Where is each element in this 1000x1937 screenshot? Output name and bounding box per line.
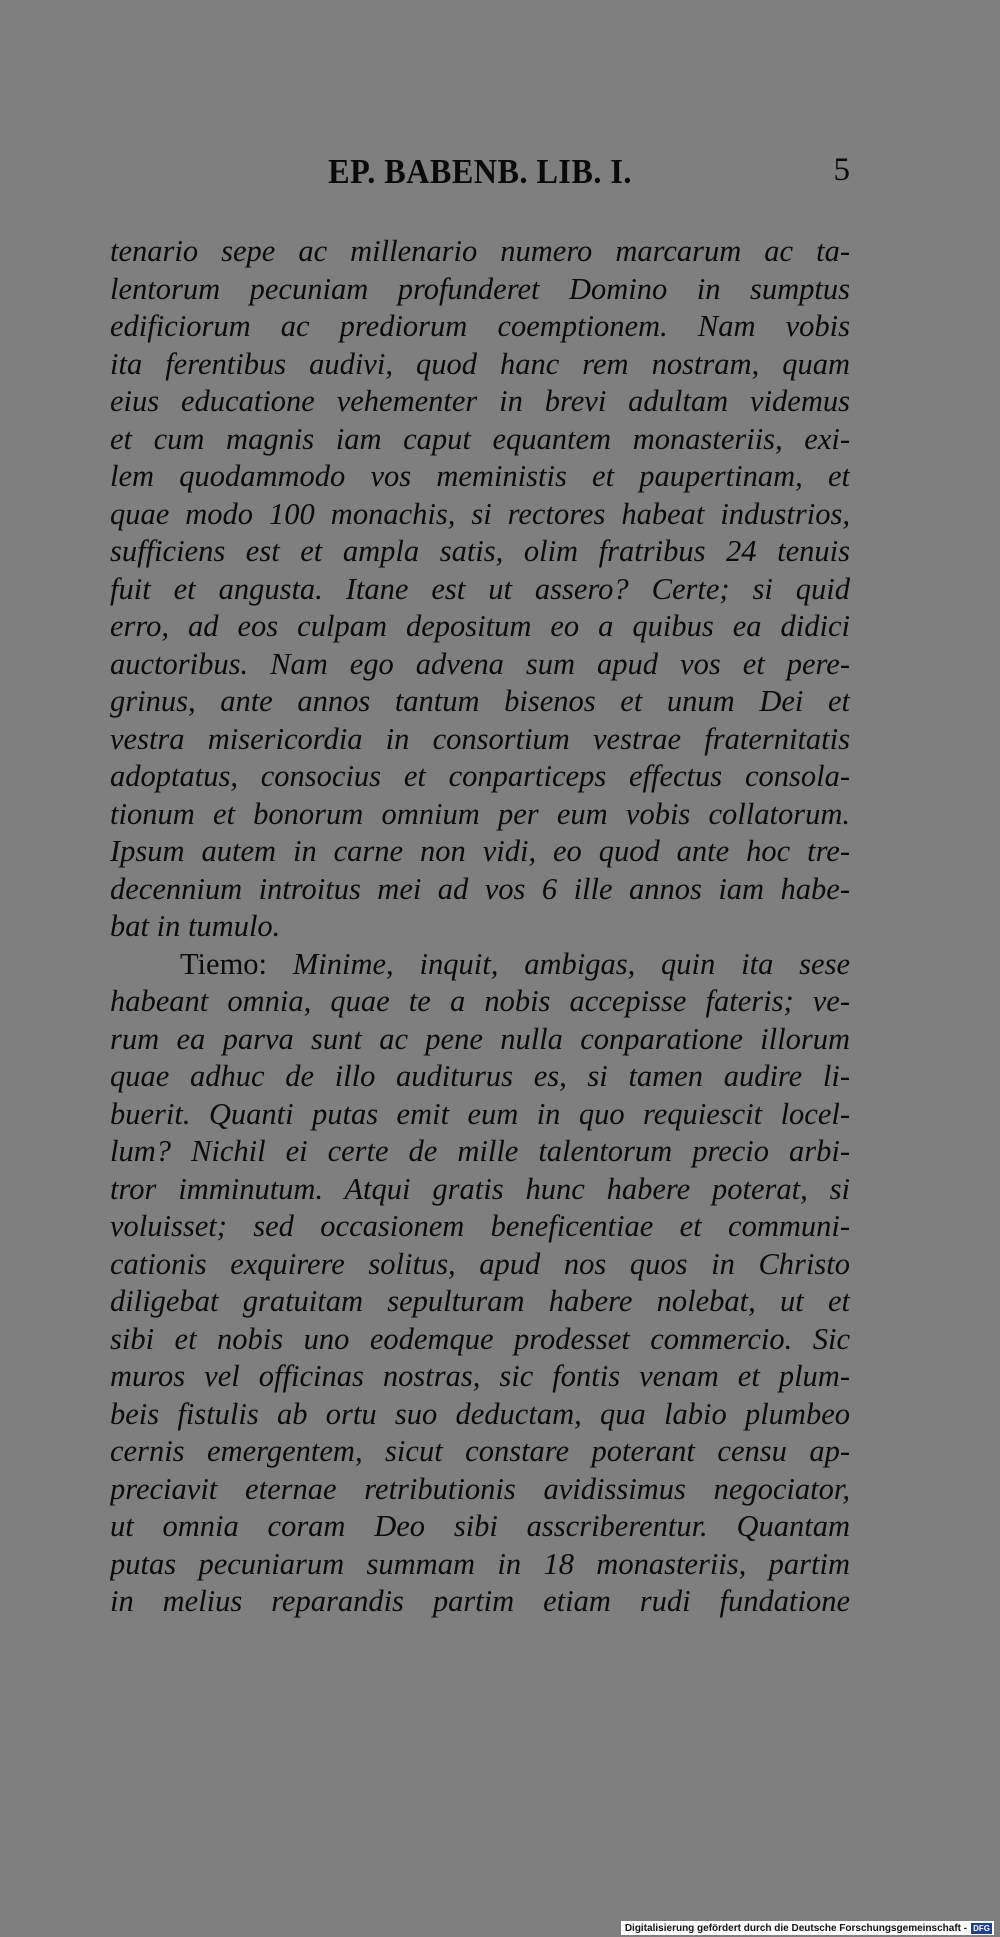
digitization-credit — [621, 1921, 994, 1935]
text-line: tenario sepe ac millenario numero marcarum ac ta- — [110, 234, 850, 268]
text-line: sufficiens est et ampla satis, olim fratribus 24 tenuis — [110, 534, 850, 568]
text-line: lem quodammodo vos meministis et paupertinam, et — [110, 459, 850, 493]
text-line: cationis exquirere solitus, apud nos quos in Christo — [110, 1246, 850, 1281]
text-line: edificiorum ac prediorum coemptionem. Nam vobis — [110, 309, 850, 343]
text-line: diligebat gratuitam sepulturam habere nolebat, ut et — [110, 1284, 850, 1318]
text-line: erro, ad eos culpam depositum eo a quibus ea didici — [110, 609, 850, 643]
running-head: EP. BABENB. LIB. I. — [328, 152, 632, 191]
text-line: fuit et angusta. Itane est ut assero? Certe; si quid — [110, 571, 850, 606]
text-line: grinus, ante annos tantum bisenos et unum Dei et — [110, 684, 850, 718]
text-line: lentorum pecuniam profunderet Domino in sumptus — [110, 271, 850, 306]
text-body — [110, 233, 850, 1621]
dfg-logo: DFG — [973, 1923, 990, 1933]
text-line: bat in tumulo. — [110, 909, 281, 943]
paragraph-start-line — [110, 946, 850, 984]
text-line: sibi et nobis uno eodemque prodesset commercio. Sic — [110, 1321, 850, 1356]
text-line: cernis emergentem, sicut constare poterant censu ap- — [110, 1434, 850, 1468]
text-line: voluisset; sed occasionem beneficentiae et communi- — [110, 1209, 850, 1243]
paragraph-start-text: Minime, inquit, ambigas, quin ita sese — [292, 946, 850, 981]
text-line: et cum magnis iam caput equantem monasteriis, exi- — [110, 421, 850, 456]
text-line: preciavit eternae retributionis avidissimus negociator, — [110, 1471, 850, 1506]
page-header — [110, 152, 850, 196]
text-line: rum ea parva sunt ac pene nulla conparatione illorum — [110, 1021, 850, 1056]
text-line: quae adhuc de illo auditurus es, si tamen audire li- — [110, 1059, 850, 1093]
text-line: beis fistulis ab ortu suo deductam, qua labio plumbeo — [110, 1396, 850, 1431]
text-line: vestra misericordia in consortium vestrae fraternitatis — [110, 721, 850, 756]
text-line: habeant omnia, quae te a nobis accepisse fateris; ve- — [110, 984, 850, 1018]
text-line: quae modo 100 monachis, si rectores habeat industrios, — [110, 496, 850, 531]
text-line: in melius reparandis partim etiam rudi fundatione — [110, 1584, 850, 1618]
text-line: auctoribus. Nam ego advena sum apud vos et pere- — [110, 646, 850, 681]
page-number: 5 — [833, 152, 850, 188]
text-line: Ipsum autem in carne non vidi, eo quod ante hoc tre- — [110, 834, 850, 868]
text-line: decennium introitus mei ad vos 6 ille annos iam habe- — [110, 871, 850, 906]
text-line: ut omnia coram Deo sibi asscriberentur. Quantam — [110, 1509, 850, 1543]
credit-text: Digitalisierung gefördert durch die Deutsche Forschungsgemeinschaft - — [624, 1922, 968, 1934]
text-line: tionum et bonorum omnium per eum vobis collatorum. — [110, 796, 850, 831]
text-line: eius educatione vehementer in brevi adultam videmus — [110, 384, 850, 418]
text-line: muros vel officinas nostras, sic fontis venam et plum- — [110, 1359, 850, 1393]
text-line: ita ferentibus audivi, quod hanc rem nostram, quam — [110, 346, 850, 381]
text-line: buerit. Quanti putas emit eum in quo requiescit locel- — [110, 1096, 850, 1131]
text-line: putas pecuniarum summam in 18 monasteriis, partim — [110, 1546, 850, 1581]
text-line: tror imminutum. Atqui gratis hunc habere poterat, si — [110, 1171, 850, 1206]
text-line: lum? Nichil ei certe de mille talentorum precio arbi- — [110, 1134, 850, 1168]
text-line: adoptatus, consocius et conparticeps effectus consola- — [110, 759, 850, 793]
speaker-name: Tiemo: — [180, 946, 268, 981]
